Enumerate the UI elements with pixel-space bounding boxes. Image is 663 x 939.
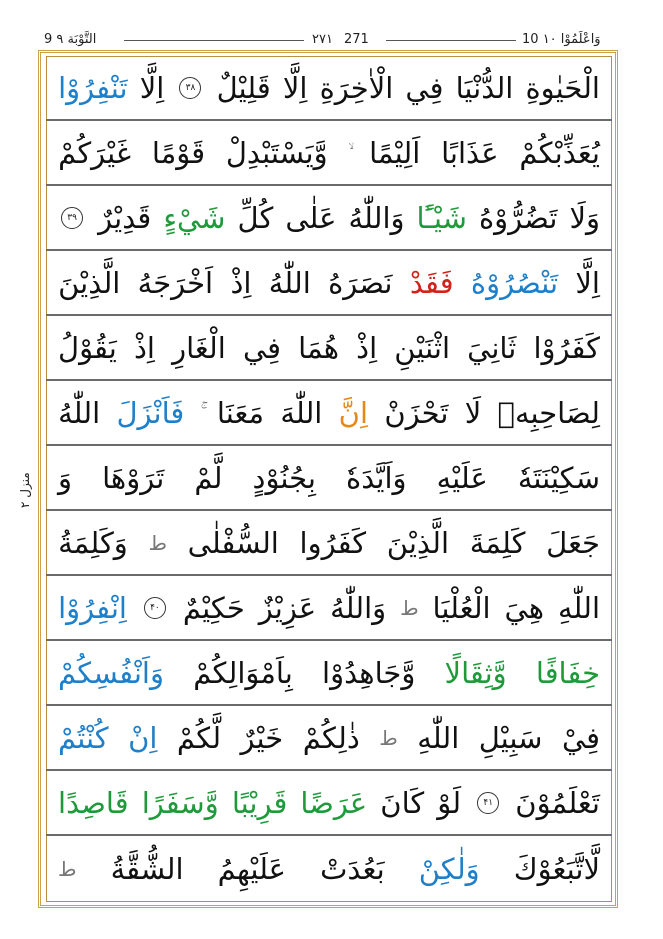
word: وَّيَسْتَبْدِلْ (225, 135, 328, 170)
word: وَلٰكِنْ (418, 851, 480, 886)
word: جَعَلَ (546, 525, 600, 560)
word: الَّذِيْنَ (386, 525, 450, 560)
word: تَعْلَمُوْنَ (515, 785, 600, 820)
word: اِنْفِرُوْا (58, 590, 127, 625)
word: لَوْ (437, 785, 462, 820)
word: كَانَ (380, 785, 425, 820)
word: وَّجَاهِدُوْا (322, 655, 416, 690)
word: فِي (242, 330, 281, 365)
word: اِنْ (128, 720, 158, 755)
word: غَيْرَكُمْ (58, 135, 132, 170)
word: كَفَرُوا (299, 525, 367, 560)
ayah-number-marker: ۳۸ (179, 77, 201, 99)
word: قَوْمًا (151, 135, 206, 170)
text-line-8 (46, 511, 612, 576)
word: الْاٰخِرَةِ (319, 70, 394, 105)
pause-mark: ط (58, 856, 77, 881)
text-line-2 (46, 121, 612, 186)
word: سَكِيْنَتَهٗ (517, 460, 600, 495)
word: هِيَ (504, 590, 545, 625)
word: عَذَابًا (441, 135, 499, 170)
word: الدُّنْيَا (455, 70, 514, 105)
word: بِاَمْوَالِكُمْ (193, 655, 293, 690)
word: اللّٰهَ (280, 395, 323, 430)
word: وَاَيَّدَهٗ (346, 460, 407, 495)
word: وَّثِقَالًا (444, 655, 507, 690)
word: قَدِيْرٌ (98, 200, 152, 235)
word: تَنْفِرُوْا (58, 70, 128, 105)
word: لَّمْ (194, 460, 223, 495)
pause-mark: ط (379, 725, 398, 750)
word: تَنْصُرُوْهُ (470, 265, 559, 300)
text-line-11 (46, 706, 612, 771)
word: وَاَنْفُسِكُمْ (58, 655, 164, 690)
word: يُعَذِّبْكُمْ (519, 135, 600, 170)
word: السُّفْلٰى (187, 525, 279, 560)
word: اَخْرَجَهُ (137, 265, 214, 300)
word: اِذْ (133, 330, 155, 365)
header-rule-left (124, 40, 304, 41)
word: اثْنَيْنِ (394, 330, 451, 365)
word: وَاللّٰهُ (348, 200, 405, 235)
text-line-9 (46, 576, 612, 641)
text-line-12 (46, 771, 612, 836)
word: قَرِيْبًا (231, 785, 288, 820)
ayah-number-marker: ۴۰ (144, 597, 166, 619)
text-line-3 (46, 186, 612, 251)
word: اللّٰهِ (557, 590, 600, 625)
word: الْعُلْيَا (432, 590, 491, 625)
word: لَا (464, 395, 482, 430)
header-rule-right (386, 40, 516, 41)
word: عَرَضًا (300, 785, 368, 820)
word: مَعَنَا (216, 395, 265, 430)
word: سَبِيْلِ (478, 720, 543, 755)
word: لَّاتَّبَعُوْكَ (513, 851, 600, 886)
word: اللّٰهِ (417, 720, 460, 755)
ayah-number-marker: ۴۱ (477, 792, 499, 814)
word: اِذْ (356, 330, 378, 365)
word: بَعُدَتْ (320, 851, 385, 886)
word: عَزِيْزٌ (258, 590, 317, 625)
word: كُلِّ (237, 200, 274, 235)
juz-name: 10 وَاعْلَمُوْا ١٠ (522, 32, 601, 47)
word: شَيْءٍ (163, 200, 226, 235)
page-number: 271 (344, 32, 369, 47)
word: عَلَيْهِ (436, 460, 488, 495)
word: فَقَدْ (409, 265, 454, 300)
word: تَرَوْهَا (102, 460, 165, 495)
word: تَضُرُّوْهُ (478, 200, 558, 235)
word: خِفَافًا (535, 655, 600, 690)
surah-name: 9 التَّوْبَة ٩ (44, 32, 97, 47)
text-line-5 (46, 316, 612, 381)
word: وَكَلِمَةُ (58, 525, 128, 560)
word: ثَانِيَ (467, 330, 517, 365)
word: فِي (405, 70, 444, 105)
text-lines (46, 56, 612, 902)
word: الشُّقَّةُ (110, 851, 184, 886)
pause-mark: ط (148, 530, 167, 555)
text-line-7 (46, 446, 612, 511)
word: تَحْزَنْ (384, 395, 449, 430)
page-number-urdu: ٢٧١ (312, 32, 333, 47)
manzil-label: منزل ٢ (18, 472, 32, 508)
word: اِلَّا (139, 70, 165, 105)
word: قَلِيْلٌ (216, 70, 271, 105)
word: الَّذِيْنَ (58, 265, 121, 300)
text-line-4 (46, 251, 612, 316)
word: وَّسَفَرًا (141, 785, 219, 820)
word: ذٰلِكُمْ (302, 720, 360, 755)
text-line-10 (46, 641, 612, 706)
word: عَلَيْهِمُ (217, 851, 286, 886)
word: وَاللّٰهُ (330, 590, 387, 625)
word: قَاصِدًا (58, 785, 129, 820)
ayah-number-marker: ۳۹ (61, 207, 83, 229)
word: اِلَّا (575, 265, 600, 300)
word: هُمَا (298, 330, 340, 365)
word: فَاَنْزَلَ (116, 395, 185, 430)
word: حَكِيْمٌ (182, 590, 245, 625)
word: وَلَا (569, 200, 600, 235)
word: يَقُوْلُ (58, 330, 117, 365)
word: بِجُنُوْدٍ (252, 460, 316, 495)
word: كَلِمَةَ (469, 525, 526, 560)
word: شَيْـًٔا (416, 200, 467, 235)
word: نَصَرَهُ (328, 265, 393, 300)
word: اَلِيْمًا (369, 135, 421, 170)
word: خَيْرٌ (240, 720, 284, 755)
word: لَّكُمْ (176, 720, 222, 755)
text-line-13 (46, 836, 612, 901)
word: اِنَّ (338, 395, 369, 430)
text-line-1 (46, 56, 612, 121)
pause-mark: ط (400, 595, 419, 620)
word: عَلٰى (285, 200, 337, 235)
word: فِيْ (561, 720, 600, 755)
word: لِصَاحِبِهٖ (497, 395, 600, 430)
word: اِلَّا (282, 70, 308, 105)
text-line-6 (46, 381, 612, 446)
page-header (44, 28, 604, 52)
word: وَ (58, 460, 73, 495)
word: الْغَارِ (172, 330, 226, 365)
word: الْحَيٰوةِ (525, 70, 600, 105)
word: اِذْ (230, 265, 252, 300)
word: اللّٰهُ (268, 265, 311, 300)
word: كَفَرُوْا (533, 330, 600, 365)
word: اللّٰهُ (58, 395, 101, 430)
word: كُنْتُمْ (58, 720, 109, 755)
